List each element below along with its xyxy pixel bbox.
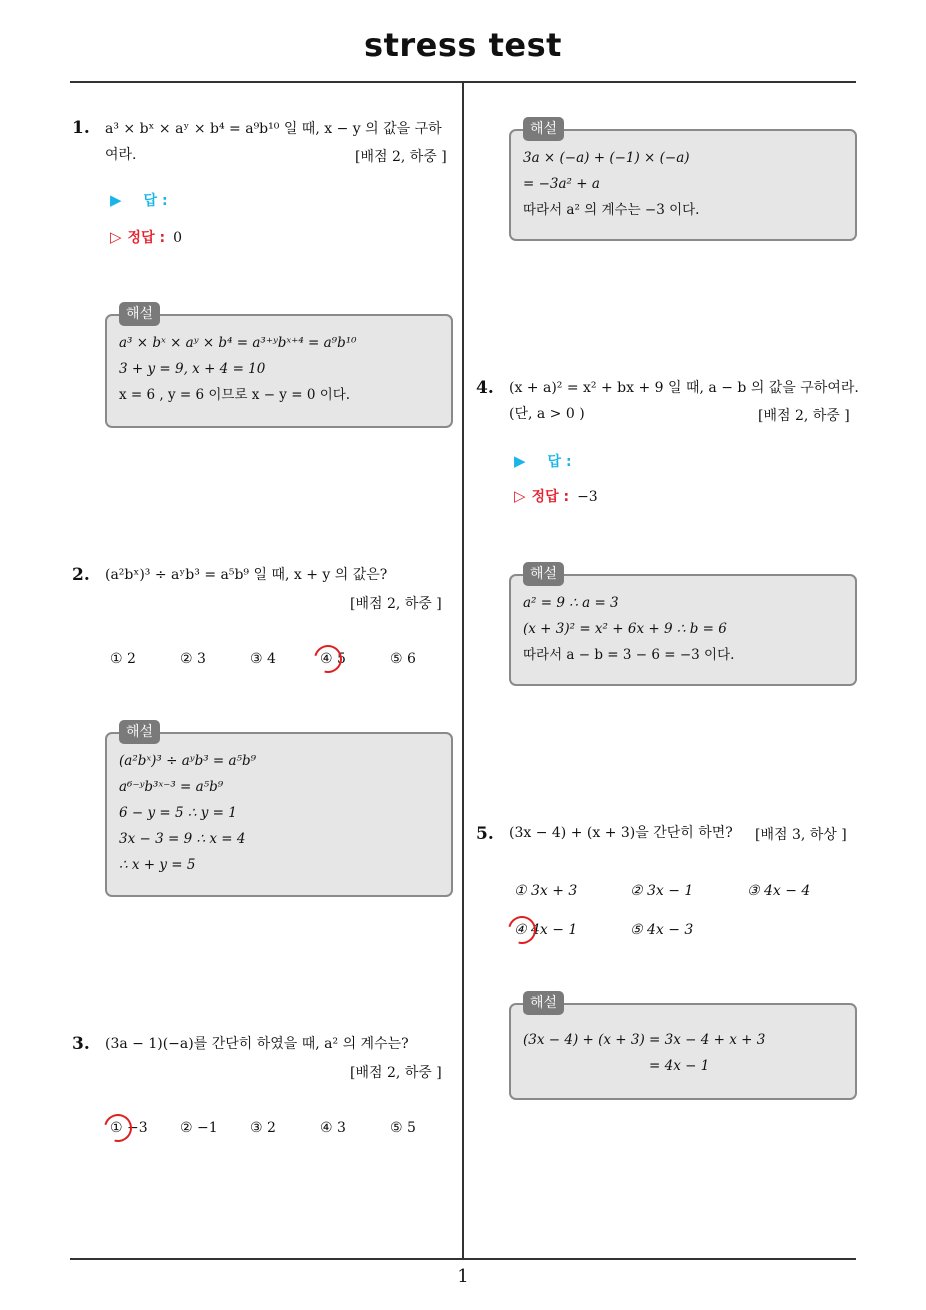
answer-field[interactable] <box>514 451 572 471</box>
question-text: (x + a)² = x² + bx + 9 일 때, a − b 의 값을 구하여라. <box>509 380 859 396</box>
answer-label: 답 : <box>143 193 168 209</box>
column-divider <box>462 82 464 1259</box>
question-text: (a²bˣ)³ ÷ aʸb³ = a⁵b⁹ 일 때, x + y 의 값은? <box>105 567 388 583</box>
triangle-outline-icon: ▷ <box>514 487 526 505</box>
choice-5[interactable]: ⑤ 4x − 3 <box>630 922 694 938</box>
explanation-box <box>509 566 857 686</box>
triangle-outline-icon: ▷ <box>110 228 122 246</box>
question-text: (3x − 4) + (x + 3)을 간단히 하면? <box>509 825 733 841</box>
question-number: 1. <box>72 118 90 138</box>
explanation-tag: 해설 <box>523 991 564 1015</box>
selected-mark-icon <box>99 1109 137 1147</box>
choice-2[interactable]: ② −1 <box>180 1120 218 1136</box>
question-text: a³ × bˣ × aʸ × b⁴ = a⁹b¹⁰ 일 때, x − y 의 값을 구하 <box>105 121 442 137</box>
explanation-line: 3x − 3 = 9 ∴ x = 4 <box>119 831 246 847</box>
choice-4[interactable]: ④ 3 <box>320 1120 346 1136</box>
choice-1[interactable]: ① −3 <box>110 1120 148 1136</box>
question-number: 4. <box>476 378 494 398</box>
answer-field[interactable] <box>110 190 168 210</box>
choice-3[interactable]: ③ 4 <box>250 651 276 667</box>
question-number: 5. <box>476 824 494 844</box>
score-label: [배점 2, 하중 ] <box>758 408 850 424</box>
correct-label: 정답 : <box>127 230 166 246</box>
score-label: [배점 2, 하중 ] <box>350 596 442 612</box>
choice-1[interactable]: ① 3x + 3 <box>514 883 578 899</box>
choice-1[interactable]: ① 2 <box>110 651 136 667</box>
choice-2[interactable]: ② 3x − 1 <box>630 883 694 899</box>
explanation-line: a⁶⁻ʸb³ˣ⁻³ = a⁵b⁹ <box>119 779 224 795</box>
explanation-box <box>509 995 857 1100</box>
choice-5[interactable]: ⑤ 5 <box>390 1120 416 1136</box>
choice-3[interactable]: ③ 4x − 4 <box>747 883 811 899</box>
explanation-tag: 해설 <box>119 302 160 326</box>
correct-value: −3 <box>577 489 598 505</box>
selected-mark-icon <box>503 911 541 949</box>
question-text: (3a − 1)(−a)를 간단히 하였을 때, a² 의 계수는? <box>105 1036 409 1052</box>
choice-5[interactable]: ⑤ 6 <box>390 651 416 667</box>
explanation-line: 3 + y = 9, x + 4 = 10 <box>119 361 266 377</box>
choice-4[interactable]: ④ 5 <box>320 651 346 667</box>
explanation-line: = 4x − 1 <box>649 1058 710 1074</box>
explanation-box <box>105 724 453 897</box>
score-label: [배점 2, 하중 ] <box>355 149 447 165</box>
score-label: [배점 3, 하상 ] <box>755 827 847 843</box>
explanation-line: (3x − 4) + (x + 3) = 3x − 4 + x + 3 <box>523 1032 766 1048</box>
footer-rule <box>70 1258 856 1260</box>
choice-4[interactable]: ④ 4x − 1 <box>514 922 578 938</box>
explanation-line: 3a × (−a) + (−1) × (−a) <box>523 150 690 166</box>
explanation-tag: 해설 <box>523 562 564 586</box>
page-title: stress test <box>364 26 562 64</box>
correct-label: 정답 : <box>531 489 570 505</box>
answer-label: 답 : <box>547 454 572 470</box>
explanation-line: 따라서 a − b = 3 − 6 = −3 이다. <box>523 647 735 663</box>
explanation-line: a³ × bˣ × aʸ × b⁴ = a³⁺ʸbˣ⁺⁴ = a⁹b¹⁰ <box>119 335 357 351</box>
correct-answer <box>110 227 182 247</box>
explanation-box <box>105 306 453 428</box>
play-icon: ▶ <box>514 452 526 470</box>
explanation-line: x = 6 , y = 6 이므로 x − y = 0 이다. <box>119 387 351 403</box>
explanation-line: ∴ x + y = 5 <box>119 857 196 873</box>
explanation-line: (x + 3)² = x² + 6x + 9 ∴ b = 6 <box>523 621 727 637</box>
explanation-tag: 해설 <box>523 117 564 141</box>
play-icon: ▶ <box>110 191 122 209</box>
explanation-line: a² = 9 ∴ a = 3 <box>523 595 619 611</box>
question-number: 2. <box>72 565 90 585</box>
correct-value: 0 <box>173 230 182 246</box>
correct-answer <box>514 486 598 506</box>
choice-3[interactable]: ③ 2 <box>250 1120 276 1136</box>
explanation-tag: 해설 <box>119 720 160 744</box>
question-text: (단, a > 0 ) <box>509 406 585 422</box>
question-text: 여라. <box>105 147 137 163</box>
page-number: 1 <box>457 1266 469 1287</box>
choice-2[interactable]: ② 3 <box>180 651 206 667</box>
score-label: [배점 2, 하중 ] <box>350 1065 442 1081</box>
selected-mark-icon <box>309 640 347 678</box>
explanation-line: (a²bˣ)³ ÷ aʸb³ = a⁵b⁹ <box>119 753 257 769</box>
explanation-line: 6 − y = 5 ∴ y = 1 <box>119 805 237 821</box>
explanation-line: = −3a² + a <box>523 176 600 192</box>
explanation-box <box>509 121 857 241</box>
question-number: 3. <box>72 1034 90 1054</box>
explanation-line: 따라서 a² 의 계수는 −3 이다. <box>523 202 700 218</box>
